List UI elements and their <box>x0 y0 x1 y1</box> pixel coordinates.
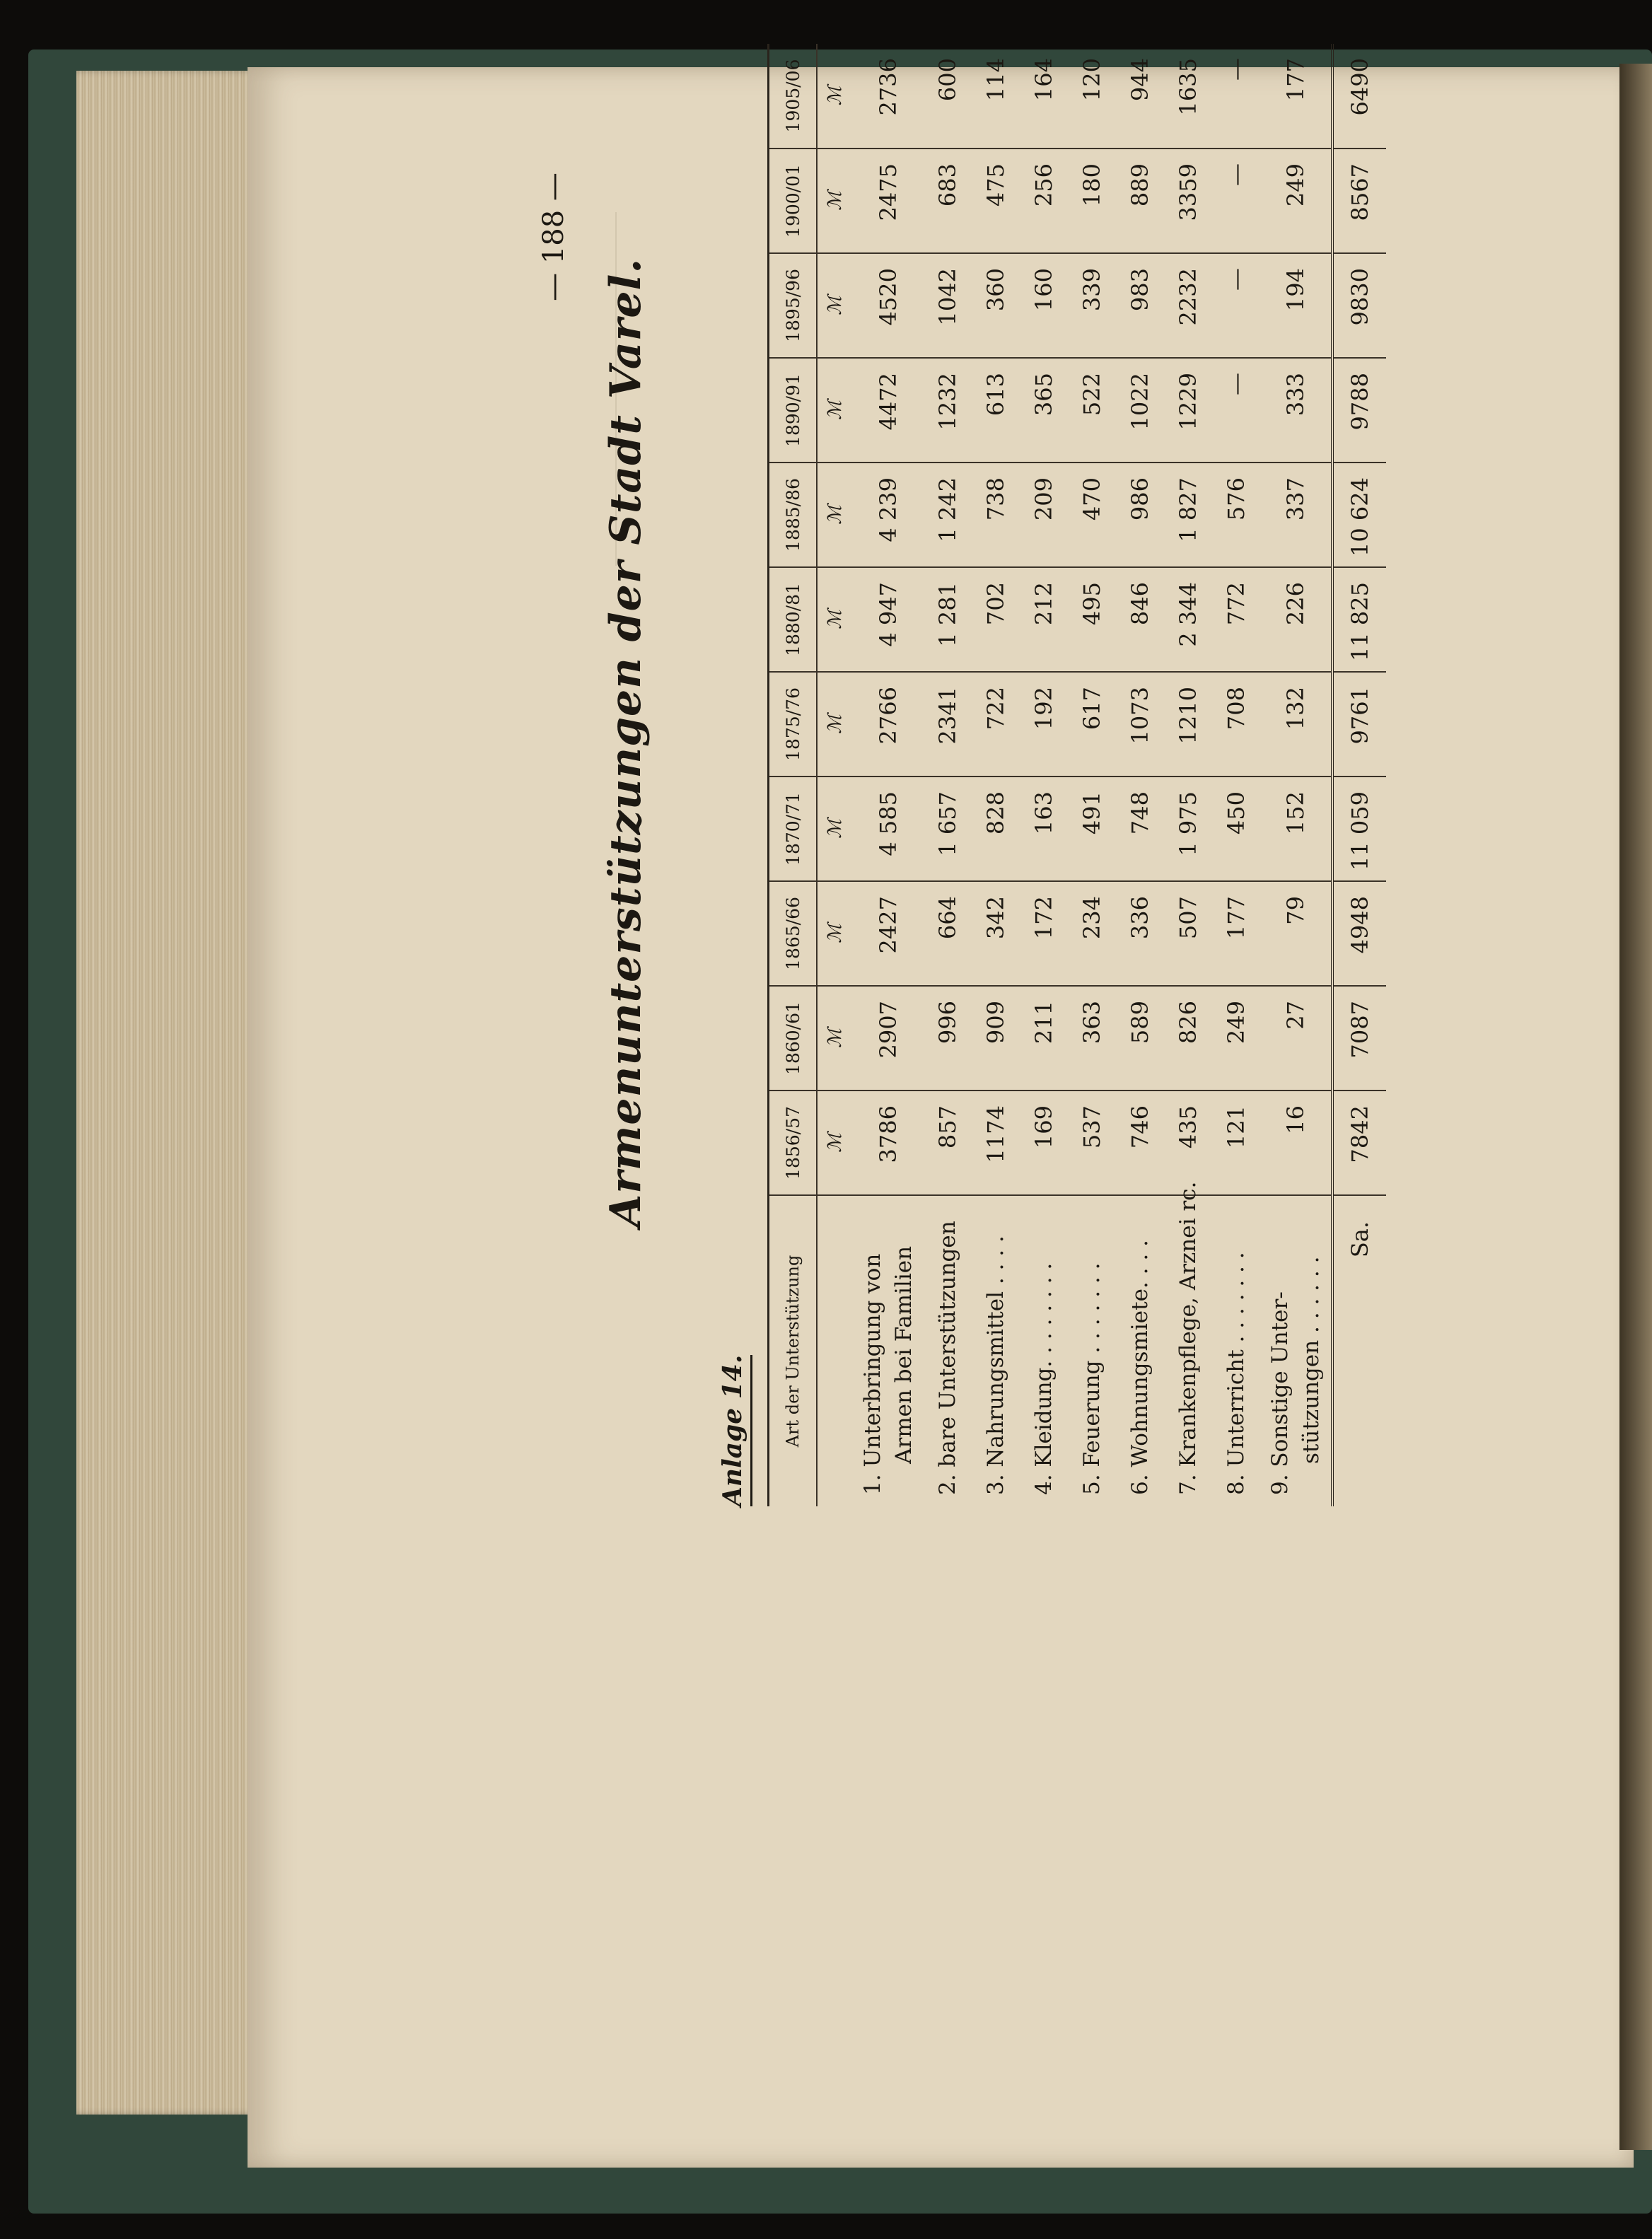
table-cell: 664 <box>924 881 972 986</box>
currency-mark: ℳ <box>817 881 853 986</box>
table-cell: 4 585 <box>853 777 924 881</box>
table-cell: 249 <box>1212 986 1260 1091</box>
sum-cell: 9761 <box>1332 672 1386 777</box>
row-label <box>1260 1195 1332 1506</box>
table-cell: 2475 <box>853 149 924 253</box>
table-cell: 738 <box>972 463 1020 567</box>
table-cell: 470 <box>1068 463 1116 567</box>
row-label <box>1068 1195 1116 1506</box>
table-cell: 537 <box>1068 1091 1116 1195</box>
table-cell: 683 <box>924 149 972 253</box>
table-cell: 194 <box>1260 253 1332 358</box>
table-cell: 336 <box>1116 881 1164 986</box>
table-cell: 2341 <box>924 672 972 777</box>
currency-mark: ℳ <box>817 358 853 463</box>
table-cell: 1174 <box>972 1091 1020 1195</box>
table-cell: 1635 <box>1164 44 1212 149</box>
table-cell: 365 <box>1020 358 1068 463</box>
page-edges <box>76 71 267 2115</box>
table-cell: 3786 <box>853 1091 924 1195</box>
sum-row <box>1332 44 1386 1506</box>
table-cell: 828 <box>972 777 1020 881</box>
table-cell: 177 <box>1260 44 1332 149</box>
table-cell: 435 <box>1164 1091 1212 1195</box>
sum-cell: 7087 <box>1332 986 1386 1091</box>
table-cell: 16 <box>1260 1091 1332 1195</box>
table-cell: 363 <box>1068 986 1116 1091</box>
column-header: 1870/71 <box>769 777 818 881</box>
table-cell: 450 <box>1212 777 1260 881</box>
row-label-line: Armen bei Familien <box>891 1245 917 1464</box>
currency-mark: ℳ <box>817 463 853 567</box>
currency-row <box>817 44 853 1506</box>
column-header: 1880/81 <box>769 567 818 672</box>
currency-mark: ℳ <box>817 1091 853 1195</box>
table-cell: 169 <box>1020 1091 1068 1195</box>
row-label <box>924 1195 972 1506</box>
table-cell: 1 657 <box>924 777 972 881</box>
table-cell: 1 827 <box>1164 463 1212 567</box>
table-cell: 889 <box>1116 149 1164 253</box>
sum-cell: 9788 <box>1332 358 1386 463</box>
table-cell: 339 <box>1068 253 1116 358</box>
sum-cell: 9830 <box>1332 253 1386 358</box>
table-cell: 164 <box>1020 44 1068 149</box>
table-cell: 1042 <box>924 253 972 358</box>
table-cell: 3359 <box>1164 149 1212 253</box>
column-header: 1895/96 <box>769 253 818 358</box>
table-row <box>1068 44 1116 1506</box>
column-header: 1865/66 <box>769 881 818 986</box>
table-row <box>972 44 1020 1506</box>
table-cell: 772 <box>1212 567 1260 672</box>
table-cell: 360 <box>972 253 1020 358</box>
currency-row-label <box>817 1195 853 1506</box>
table-cell: 1232 <box>924 358 972 463</box>
table-cell: 702 <box>972 567 1020 672</box>
table-cell: 708 <box>1212 672 1260 777</box>
row-label <box>1020 1195 1068 1506</box>
row-label-line: stützungen . . . . . . <box>1298 1256 1324 1464</box>
table-cell: 172 <box>1020 881 1068 986</box>
table-row <box>1164 44 1212 1506</box>
row-label <box>1116 1195 1164 1506</box>
table-cell: 589 <box>1116 986 1164 1091</box>
table-cell: 226 <box>1260 567 1332 672</box>
table-cell: 27 <box>1260 986 1332 1091</box>
rotated-page-content <box>537 58 1471 1506</box>
currency-mark: ℳ <box>817 986 853 1091</box>
column-header: 1885/86 <box>769 463 818 567</box>
column-header: 1860/61 <box>769 986 818 1091</box>
table-cell: 826 <box>1164 986 1212 1091</box>
row-label-line: 9. Sonstige Unter- <box>1267 1291 1293 1495</box>
table-cell: 983 <box>1116 253 1164 358</box>
currency-mark: ℳ <box>817 253 853 358</box>
table-cell: 495 <box>1068 567 1116 672</box>
row-label-line: 6. Wohnungsmiete. . . . <box>1127 1240 1153 1495</box>
table-cell: — <box>1212 253 1260 358</box>
table-cell: 507 <box>1164 881 1212 986</box>
table-cell: 177 <box>1212 881 1260 986</box>
sum-cell: 11 059 <box>1332 777 1386 881</box>
table-cell: 748 <box>1116 777 1164 881</box>
appendix-label <box>718 1209 748 1506</box>
table-cell: 1 975 <box>1164 777 1212 881</box>
table-cell: 209 <box>1020 463 1068 567</box>
table-body <box>853 44 1332 1506</box>
table-cell: 2766 <box>853 672 924 777</box>
table-cell: 857 <box>924 1091 972 1195</box>
table-cell: 746 <box>1116 1091 1164 1195</box>
table-cell: 2736 <box>853 44 924 149</box>
row-label-line: 1. Unterbringung von <box>860 1253 885 1495</box>
table-row <box>1020 44 1068 1506</box>
table-cell: 4 239 <box>853 463 924 567</box>
row-label <box>972 1195 1020 1506</box>
table-cell: 996 <box>924 986 972 1091</box>
table-cell: 576 <box>1212 463 1260 567</box>
table-cell: 722 <box>972 672 1020 777</box>
table-cell: 1229 <box>1164 358 1212 463</box>
table-cell: 4472 <box>853 358 924 463</box>
column-header: 1890/91 <box>769 358 818 463</box>
poor-relief-table <box>767 44 1386 1506</box>
table-row <box>1260 44 1332 1506</box>
table-cell: 152 <box>1260 777 1332 881</box>
sum-cell: 11 825 <box>1332 567 1386 672</box>
table-cell: — <box>1212 149 1260 253</box>
currency-mark: ℳ <box>817 149 853 253</box>
table-cell: 986 <box>1116 463 1164 567</box>
table-cell: 1022 <box>1116 358 1164 463</box>
column-header: 1875/76 <box>769 672 818 777</box>
page-number: — 188 — <box>537 173 570 301</box>
currency-mark: ℳ <box>817 567 853 672</box>
table-cell: 163 <box>1020 777 1068 881</box>
row-label-line: 2. bare Unterstützungen <box>935 1221 960 1495</box>
table-cell: 600 <box>924 44 972 149</box>
table-header-row <box>769 44 818 1506</box>
table-cell: 211 <box>1020 986 1068 1091</box>
column-header: 1856/57 <box>769 1091 818 1195</box>
row-label-line: 4. Kleidung. . . . . . . . <box>1031 1262 1057 1495</box>
table-row <box>924 44 972 1506</box>
table-cell: — <box>1212 358 1260 463</box>
row-label <box>853 1195 924 1506</box>
table-cell: 121 <box>1212 1091 1260 1195</box>
table-cell: 1073 <box>1116 672 1164 777</box>
binding-gutter <box>1619 64 1652 2150</box>
header-label: Art der Unterstützung <box>769 1195 818 1506</box>
currency-mark: ℳ <box>817 777 853 881</box>
table-cell: 249 <box>1260 149 1332 253</box>
table-cell: 617 <box>1068 672 1116 777</box>
row-label-line: 7. Krankenpflege, Arznei rc. <box>1175 1181 1201 1495</box>
table-cell: 114 <box>972 44 1020 149</box>
table-cell: 132 <box>1260 672 1332 777</box>
table-cell: 4 947 <box>853 567 924 672</box>
table-cell: 944 <box>1116 44 1164 149</box>
table-cell: 1 281 <box>924 567 972 672</box>
appendix-label-text: Anlage 14. <box>718 1355 752 1506</box>
table-cell: 180 <box>1068 149 1116 253</box>
table-cell: 1210 <box>1164 672 1212 777</box>
table-cell: 79 <box>1260 881 1332 986</box>
table-cell: 2 344 <box>1164 567 1212 672</box>
table-cell: 2232 <box>1164 253 1212 358</box>
table-cell: 256 <box>1020 149 1068 253</box>
table-cell: — <box>1212 44 1260 149</box>
table-cell: 234 <box>1068 881 1116 986</box>
table-cell: 4520 <box>853 253 924 358</box>
table-cell: 2907 <box>853 986 924 1091</box>
table-cell: 1 242 <box>924 463 972 567</box>
currency-mark: ℳ <box>817 44 853 149</box>
table-cell: 192 <box>1020 672 1068 777</box>
table-cell: 491 <box>1068 777 1116 881</box>
sum-cell: 4948 <box>1332 881 1386 986</box>
table-cell: 2427 <box>853 881 924 986</box>
table-cell: 522 <box>1068 358 1116 463</box>
row-label-line: 3. Nahrungsmittel . . . . <box>983 1235 1008 1495</box>
sum-cell: 6490 <box>1332 44 1386 149</box>
table-row <box>1116 44 1164 1506</box>
column-header: 1905/06 <box>769 44 818 149</box>
table-row <box>853 44 924 1506</box>
table-cell: 846 <box>1116 567 1164 672</box>
column-header: 1900/01 <box>769 149 818 253</box>
row-label-line: 5. Feuerung . . . . . . . <box>1079 1262 1105 1495</box>
sum-cell: 7842 <box>1332 1091 1386 1195</box>
currency-mark: ℳ <box>817 672 853 777</box>
table-cell: 160 <box>1020 253 1068 358</box>
table-cell: 333 <box>1260 358 1332 463</box>
table-cell: 475 <box>972 149 1020 253</box>
row-label-line: 8. Unterricht . . . . . . . <box>1223 1252 1249 1495</box>
table-cell: 120 <box>1068 44 1116 149</box>
table-cell: 613 <box>972 358 1020 463</box>
sum-cell: 8567 <box>1332 149 1386 253</box>
table-cell: 337 <box>1260 463 1332 567</box>
sum-label: Sa. <box>1332 1195 1386 1506</box>
table-cell: 212 <box>1020 567 1068 672</box>
table-row <box>1212 44 1260 1506</box>
row-label <box>1164 1181 1212 1506</box>
table-cell: 342 <box>972 881 1020 986</box>
row-label <box>1212 1195 1260 1506</box>
table-cell: 909 <box>972 986 1020 1091</box>
sum-cell: 10 624 <box>1332 463 1386 567</box>
page-title: Armenunterstützungen der Stadt Varel. <box>601 257 651 1228</box>
